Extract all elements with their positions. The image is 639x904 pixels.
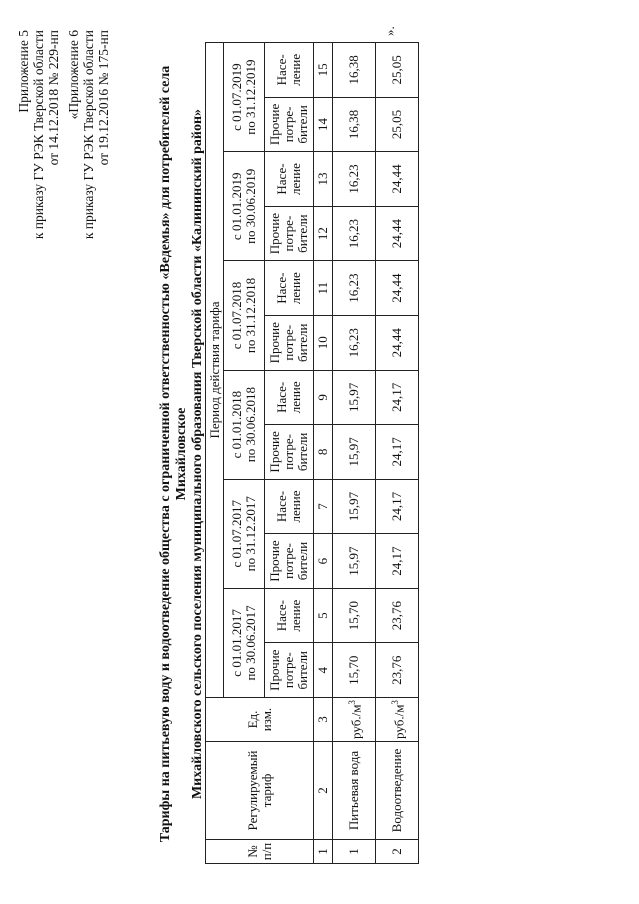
col-number: 6 bbox=[314, 534, 333, 589]
row-name: Водоотведение bbox=[376, 742, 419, 840]
period-to: по 30.06.2018 bbox=[243, 387, 258, 463]
period-to: по 31.12.2018 bbox=[243, 277, 258, 354]
sub-population: Насе-ление bbox=[265, 43, 314, 98]
document-title bbox=[158, 44, 206, 864]
tariff-value: 24,17 bbox=[376, 534, 419, 589]
tariff-value: 24,17 bbox=[376, 425, 419, 480]
tariff-value: 23,76 bbox=[376, 588, 419, 643]
col-number: 11 bbox=[314, 261, 333, 316]
period-to: по 31.12.2017 bbox=[243, 496, 258, 572]
appendix-5-line3: от 14.12.2018 № 229-нп bbox=[46, 30, 61, 166]
col-number: 9 bbox=[314, 370, 333, 425]
sub-other: Прочие потре-бители bbox=[265, 315, 314, 370]
period-header bbox=[224, 479, 265, 588]
header-unit: Ед. изм. bbox=[206, 698, 314, 742]
tariff-value: 24,17 bbox=[376, 479, 419, 534]
tariff-value: 25,05 bbox=[376, 43, 419, 98]
tariff-value: 24,44 bbox=[376, 206, 419, 261]
tariff-table bbox=[205, 42, 419, 864]
sub-population: Насе-ление bbox=[265, 588, 314, 643]
row-unit bbox=[333, 698, 376, 742]
period-from: с 01.01.2019 bbox=[229, 172, 244, 241]
period-header bbox=[224, 261, 265, 370]
col-number: 2 bbox=[314, 742, 333, 840]
sub-population: Насе-ление bbox=[265, 370, 314, 425]
period-to: по 30.06.2019 bbox=[243, 168, 258, 244]
appendix-5-line2: к приказу ГУ РЭК Тверской области bbox=[31, 30, 46, 240]
title-line1: Тарифы на питьевую воду и водоотведение общества с ограниченной ответственностью «Ведемья» для потребителей села Михайловское bbox=[158, 65, 189, 843]
sub-population: Насе-ление bbox=[265, 152, 314, 207]
period-from: с 01.07.2019 bbox=[229, 63, 244, 131]
row-num: 1 bbox=[333, 840, 376, 864]
col-number: 15 bbox=[314, 43, 333, 98]
appendix-5-line1: Приложение 5 bbox=[16, 30, 31, 113]
tariff-value: 16,23 bbox=[333, 152, 376, 207]
closing-quote: ». bbox=[382, 26, 397, 36]
tariff-value: 15,70 bbox=[333, 588, 376, 643]
period-header bbox=[224, 43, 265, 152]
tariff-value: 16,23 bbox=[333, 261, 376, 316]
tariff-value: 15,97 bbox=[333, 479, 376, 534]
appendix-6-line1: «Приложение 6 bbox=[66, 30, 81, 120]
header-period: Период действия тарифа bbox=[206, 43, 224, 698]
row-unit bbox=[376, 698, 419, 742]
sub-other: Прочие потре-бители bbox=[265, 425, 314, 480]
unit-text: руб./м bbox=[391, 704, 407, 739]
col-number: 13 bbox=[314, 152, 333, 207]
sub-other: Прочие потре-бители bbox=[265, 97, 314, 152]
unit-superscript: 3 bbox=[346, 700, 357, 705]
period-to: по 31.12.2019 bbox=[243, 59, 258, 135]
appendix-6-line3: от 19.12.2016 № 175-нп bbox=[96, 30, 111, 166]
period-from: с 01.01.2018 bbox=[229, 390, 244, 459]
period-from: с 01.07.2018 bbox=[229, 281, 244, 350]
unit-superscript: 3 bbox=[389, 700, 400, 705]
column-number-row bbox=[314, 43, 333, 864]
tariff-value: 16,38 bbox=[333, 43, 376, 98]
unit-text: руб./м bbox=[348, 704, 364, 739]
tariff-value: 15,97 bbox=[333, 425, 376, 480]
col-number: 8 bbox=[314, 425, 333, 480]
appendix-6-header bbox=[66, 30, 111, 239]
col-number: 7 bbox=[314, 479, 333, 534]
header-tariff: Регулируемый тариф bbox=[206, 742, 314, 840]
appendix-6-line2: к приказу ГУ РЭК Тверской области bbox=[81, 30, 96, 240]
col-number: 10 bbox=[314, 315, 333, 370]
appendix-5-header bbox=[16, 30, 61, 239]
sub-other: Прочие потре-бители bbox=[265, 643, 314, 698]
table-row bbox=[376, 43, 419, 864]
tariff-value: 16,23 bbox=[333, 206, 376, 261]
header-num: № п/п bbox=[206, 840, 314, 864]
period-header bbox=[224, 152, 265, 261]
period-from: с 01.07.2017 bbox=[229, 500, 244, 568]
row-num: 2 bbox=[376, 840, 419, 864]
col-number: 4 bbox=[314, 643, 333, 698]
sub-other: Прочие потре-бители bbox=[265, 534, 314, 589]
tariff-value: 16,23 bbox=[333, 315, 376, 370]
row-name: Питьевая вода bbox=[333, 742, 376, 840]
title-line2: Михайловского сельского поселения муниципального образования Тверской области «Калининский район» bbox=[190, 108, 205, 800]
sub-other: Прочие потре-бители bbox=[265, 206, 314, 261]
period-header bbox=[224, 588, 265, 697]
tariff-value: 25,05 bbox=[376, 97, 419, 152]
col-number: 12 bbox=[314, 206, 333, 261]
sub-population: Насе-ление bbox=[265, 261, 314, 316]
col-number: 5 bbox=[314, 588, 333, 643]
sub-population: Насе-ление bbox=[265, 479, 314, 534]
tariff-value: 15,70 bbox=[333, 643, 376, 698]
period-to: по 30.06.2017 bbox=[243, 605, 258, 681]
col-number: 1 bbox=[314, 840, 333, 864]
tariff-value: 24,44 bbox=[376, 152, 419, 207]
table-row bbox=[333, 43, 376, 864]
tariff-value: 23,76 bbox=[376, 643, 419, 698]
tariff-value: 24,44 bbox=[376, 261, 419, 316]
col-number: 3 bbox=[314, 698, 333, 742]
tariff-value: 24,17 bbox=[376, 370, 419, 425]
period-header bbox=[224, 370, 265, 479]
period-from: с 01.01.2017 bbox=[229, 609, 244, 677]
tariff-value: 15,97 bbox=[333, 534, 376, 589]
tariff-value: 15,97 bbox=[333, 370, 376, 425]
tariff-value: 24,44 bbox=[376, 315, 419, 370]
col-number: 14 bbox=[314, 97, 333, 152]
tariff-value: 16,38 bbox=[333, 97, 376, 152]
